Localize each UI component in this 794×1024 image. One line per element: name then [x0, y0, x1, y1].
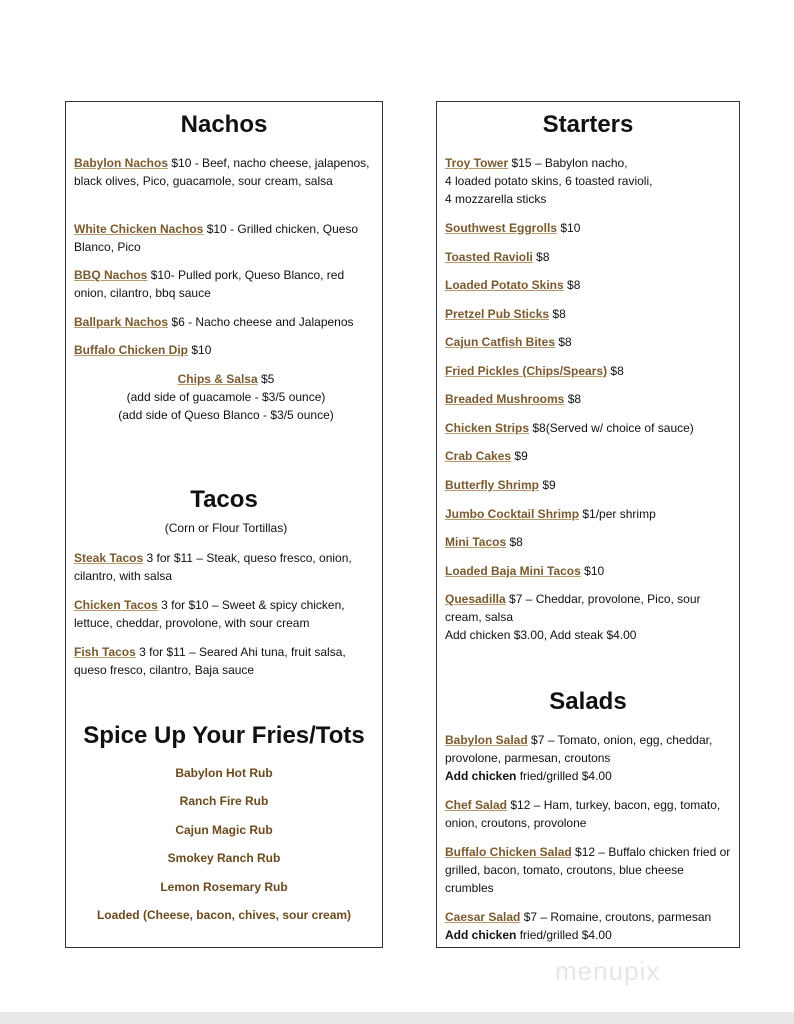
item-note: (add side of guacamole - $3/5 ounce) [126, 390, 326, 404]
menu-item [445, 419, 735, 437]
item-desc: $8 [558, 335, 572, 349]
menu-item [74, 370, 378, 424]
item-name: Loaded Baja Mini Tacos [445, 564, 581, 578]
item-name: Butterfly Shrimp [445, 478, 540, 492]
add-chicken-label: Add chicken [445, 769, 517, 783]
item-desc: $15 – Babylon nacho, [511, 156, 628, 170]
item-name: Fish Tacos [74, 645, 136, 659]
item-desc: 3 for $11 – Steak, queso fresco, onion, cilantro, with salsa [74, 551, 352, 583]
item-desc: $12 – Ham, turkey, bacon, egg, tomato, onion, croutons, provolone [445, 798, 721, 830]
menu-item [445, 505, 735, 523]
rub-item: Loaded (Cheese, bacon, chives, sour cream) [96, 908, 352, 922]
item-desc: $10- Pulled pork, Queso Blanco, red onion, cilantro, bbq sauce [74, 268, 345, 300]
item-name: Cajun Catfish Bites [445, 335, 556, 349]
item-name: Breaded Mushrooms [445, 392, 565, 406]
item-desc: $7 – Tomato, onion, egg, cheddar, provolone, parmesan, croutons [445, 733, 713, 765]
item-name: Babylon Nachos [74, 156, 169, 170]
item-name: Southwest Eggrolls [445, 221, 558, 235]
item-name: Mini Tacos [445, 535, 507, 549]
rub-item: Babylon Hot Rub [175, 766, 273, 780]
rub-item: Cajun Magic Rub [175, 823, 273, 837]
item-name: Pretzel Pub Sticks [445, 307, 550, 321]
salads-heading: Salads [549, 688, 627, 715]
watermark: menupix [555, 956, 661, 986]
item-desc: 3 for $10 – Sweet & spicy chicken, lettuce, cheddar, provolone, with sour cream [74, 598, 345, 630]
item-name: Toasted Ravioli [445, 250, 533, 264]
item-desc: $10 [560, 221, 581, 235]
menu-item [445, 333, 735, 351]
menu-item [445, 447, 735, 465]
menu-item [74, 643, 378, 679]
item-desc: $5 [261, 372, 275, 386]
menu-item [445, 476, 735, 494]
item-desc: $8 [610, 364, 624, 378]
item-name: Fried Pickles (Chips/Spears) [445, 364, 608, 378]
item-name: Caesar Salad [445, 910, 521, 924]
item-desc: $9 [542, 478, 556, 492]
item-name: Babylon Salad [445, 733, 528, 747]
menu-item [445, 590, 735, 644]
menu-item [445, 305, 735, 323]
item-desc: $6 - Nacho cheese and Jalapenos [171, 315, 354, 329]
item-name: Quesadilla [445, 592, 506, 606]
menu-item [445, 248, 735, 266]
add-chicken-label: Add chicken [445, 928, 517, 942]
menu-item [445, 843, 735, 897]
menu-item [74, 341, 378, 359]
menu-item [445, 731, 735, 785]
menu-item [74, 266, 378, 302]
item-name: Chips & Salsa [177, 372, 258, 386]
item-desc: $1/per shrimp [582, 507, 656, 521]
nachos-heading: Nachos [180, 111, 268, 138]
menu-item [445, 362, 735, 380]
menu-item [445, 276, 735, 294]
item-extra: Add chicken $3.00, Add steak $4.00 [445, 628, 637, 642]
item-name: Chicken Strips [445, 421, 530, 435]
tacos-heading: Tacos [190, 486, 258, 513]
rub-item: Smokey Ranch Rub [167, 851, 281, 865]
menu-item [445, 219, 735, 237]
item-name: Buffalo Chicken Dip [74, 343, 189, 357]
item-desc: $8(Served w/ choice of sauce) [532, 421, 694, 435]
menu-item [445, 908, 735, 944]
item-name: BBQ Nachos [74, 268, 148, 282]
item-desc: $9 [514, 449, 528, 463]
item-desc: $12 – Buffalo chicken fried or grilled, bacon, tomato, croutons, blue cheese crumbles [445, 845, 731, 895]
add-chicken-price: fried/grilled $4.00 [519, 769, 612, 783]
item-desc: $10 - Beef, nacho cheese, jalapenos, black olives, Pico, guacamole, sour cream, salsa [74, 156, 370, 188]
bottom-edge [0, 1012, 794, 1024]
item-desc: $10 [191, 343, 212, 357]
left-column [65, 101, 383, 948]
rub-item: Ranch Fire Rub [179, 794, 269, 808]
item-name: Crab Cakes [445, 449, 512, 463]
item-desc: $7 – Cheddar, provolone, Pico, sour cream, salsa [445, 592, 701, 624]
item-desc: $8 [567, 392, 582, 406]
item-name: Troy Tower [445, 156, 509, 170]
item-name: Steak Tacos [74, 551, 144, 565]
item-name: Loaded Potato Skins [445, 278, 564, 292]
item-desc: 3 for $11 – Seared Ahi tuna, fruit salsa, queso fresco, cilantro, Baja sauce [74, 645, 346, 677]
tacos-subtitle: (Corn or Flour Tortillas) [164, 521, 288, 535]
item-name: White Chicken Nachos [74, 222, 204, 236]
item-name: Buffalo Chicken Salad [445, 845, 572, 859]
item-desc-line: 4 loaded potato skins, 6 toasted ravioli, [445, 174, 653, 188]
menu-item [74, 154, 378, 190]
starters-heading: Starters [542, 111, 634, 138]
menu-item [445, 154, 735, 208]
item-name: Chef Salad [445, 798, 508, 812]
item-desc: $10 - Grilled chicken, Queso Blanco, Pico [74, 222, 359, 254]
item-desc: $8 [552, 307, 566, 321]
item-name: Jumbo Cocktail Shrimp [445, 507, 580, 521]
item-desc: $8 [509, 535, 523, 549]
item-desc: $8 [567, 278, 581, 292]
menu-item [74, 313, 378, 331]
menu-item [74, 549, 378, 585]
menu-item [445, 796, 735, 832]
fries-heading: Spice Up Your Fries/Tots [83, 722, 365, 749]
menu-item [74, 220, 378, 256]
menu-item [445, 562, 735, 580]
item-note: (add side of Queso Blanco - $3/5 ounce) [118, 408, 334, 422]
item-name: Chicken Tacos [74, 598, 158, 612]
right-column [436, 101, 740, 948]
menu-item [445, 533, 735, 551]
menu-item [445, 390, 735, 408]
rub-item: Lemon Rosemary Rub [160, 880, 288, 894]
item-desc-line: 4 mozzarella sticks [445, 192, 547, 206]
item-desc: $7 – Romaine, croutons, parmesan [523, 910, 712, 924]
item-desc: $10 [584, 564, 605, 578]
add-chicken-price: fried/grilled $4.00 [519, 928, 612, 942]
item-desc: $8 [536, 250, 550, 264]
menu-item [74, 596, 378, 632]
item-name: Ballpark Nachos [74, 315, 169, 329]
